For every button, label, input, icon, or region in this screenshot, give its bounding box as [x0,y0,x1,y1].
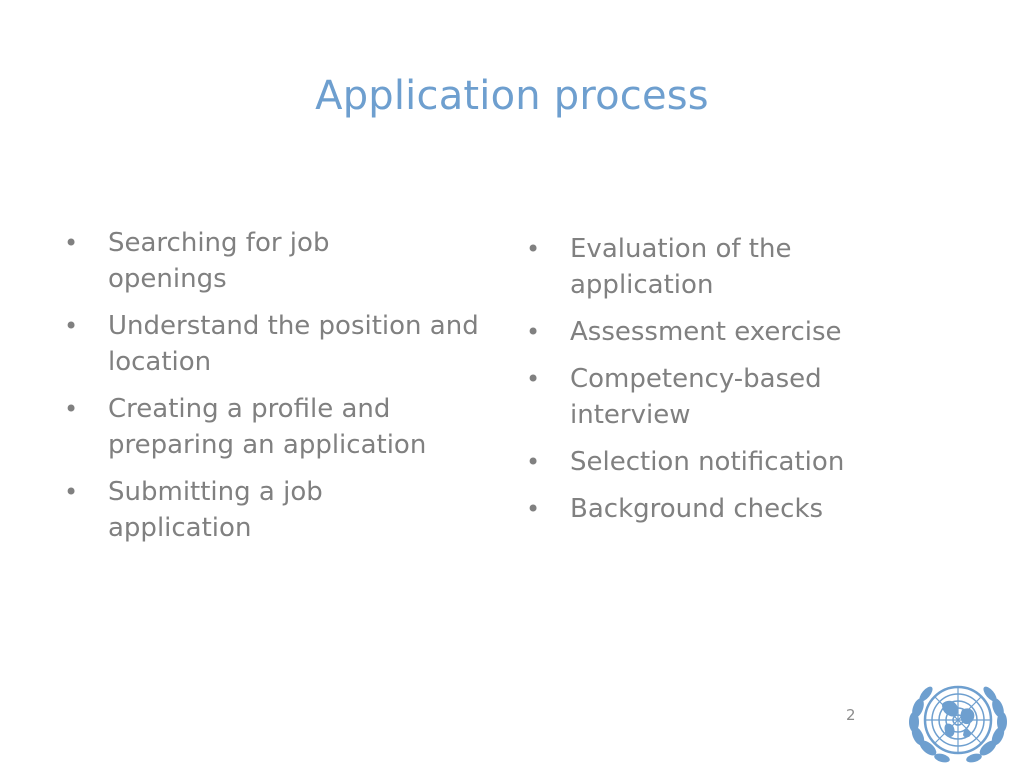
list-item [62,225,512,297]
list-item [524,491,1004,527]
bullet-icon: • [64,229,79,257]
list-item [62,474,512,546]
un-emblem-icon [902,668,1014,768]
list-item-text: Assessment exercise [570,317,842,347]
bullet-icon: • [526,365,541,393]
bullet-icon: • [64,312,79,340]
list-item-text: Selection notification [570,447,845,477]
bullet-icon: • [526,318,541,346]
bullet-icon: • [526,448,541,476]
list-item [524,231,1004,303]
list-item [62,391,512,463]
bullet-icon: • [526,495,541,523]
list-item [62,308,512,380]
list-item [524,314,1004,350]
left-bullet-list [62,225,512,557]
list-item [524,361,1004,433]
list-item-text: Background checks [570,494,824,524]
right-bullet-list [524,231,1004,538]
bullet-icon: • [526,235,541,263]
list-item-text: Creating a profile and preparing an application [108,394,427,460]
list-item-text: Competency-based interview [570,364,822,430]
bullet-icon: • [64,478,79,506]
page-number: 2 [846,706,856,724]
list-item-text: Evaluation of the application [570,234,792,300]
list-item-text: Understand the position and location [108,311,479,377]
list-item [524,444,1004,480]
list-item-text: Submitting a job application [108,477,323,543]
list-item-text: Searching for job openings [108,228,330,294]
bullet-icon: • [64,395,79,423]
slide-title: Application process [315,73,709,119]
